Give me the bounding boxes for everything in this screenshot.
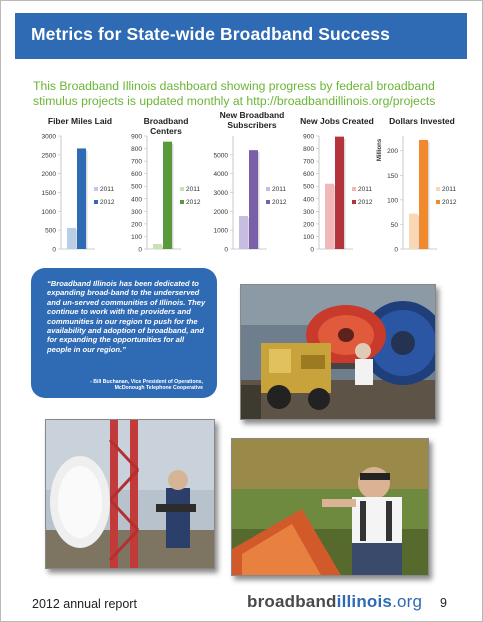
bar-2011 bbox=[409, 214, 418, 249]
brand-broadband: broadband bbox=[247, 592, 337, 611]
y-tick-label: 900 bbox=[131, 133, 142, 141]
y-tick-label: 100 bbox=[131, 233, 142, 241]
legend-label: 2011 bbox=[100, 186, 114, 193]
y-tick-label: 400 bbox=[131, 196, 142, 204]
legend-swatch bbox=[436, 187, 440, 191]
y-tick-label: 300 bbox=[303, 208, 314, 216]
y-tick-label: 4000 bbox=[213, 171, 228, 179]
y-tick-label: 1000 bbox=[41, 208, 56, 216]
y-tick-label: 1500 bbox=[41, 190, 56, 197]
chart-title: Dollars Invested bbox=[389, 116, 455, 126]
legend-label: 2011 bbox=[272, 186, 286, 193]
tower-climber-image bbox=[232, 439, 429, 576]
quote-box bbox=[31, 268, 217, 398]
chart-svg bbox=[31, 111, 117, 261]
tower-climber-photo bbox=[231, 438, 429, 576]
chart-dollars-invested bbox=[373, 111, 459, 261]
chart-svg bbox=[289, 111, 373, 261]
y-tick-label: 50 bbox=[390, 221, 398, 229]
y-tick-label: 900 bbox=[303, 133, 314, 141]
y-tick-label: 0 bbox=[310, 246, 314, 254]
y-tick-label: 2000 bbox=[41, 171, 56, 179]
page-title: Metrics for State-wide Broadband Success bbox=[31, 24, 390, 44]
legend-swatch bbox=[352, 187, 356, 191]
y-tick-label: 400 bbox=[303, 196, 314, 204]
bar-2012 bbox=[419, 140, 428, 249]
legend-swatch bbox=[94, 200, 98, 204]
quote-attribution bbox=[33, 379, 203, 392]
legend-swatch bbox=[436, 200, 440, 204]
chart-new-subscribers bbox=[203, 111, 289, 261]
chart-title: Broadband Centers bbox=[143, 116, 189, 136]
y-tick-label: 100 bbox=[303, 233, 314, 241]
legend-label: 2011 bbox=[186, 186, 200, 193]
bar-2012 bbox=[163, 142, 172, 249]
legend-label: 2011 bbox=[442, 186, 456, 193]
y-tick-label: 500 bbox=[131, 183, 142, 191]
y-tick-label: 200 bbox=[387, 148, 398, 156]
y-tick-label: 150 bbox=[387, 172, 398, 180]
legend-swatch bbox=[94, 187, 98, 191]
bar-2011 bbox=[153, 244, 162, 249]
legend-label: 2012 bbox=[358, 199, 373, 206]
y-tick-label: 200 bbox=[303, 221, 314, 229]
quote-text: “Broadband Illinois has been dedicated to expanding broad-band to the underserved and un-served communities of Illinois. They continue to work with the providers and communities in our region to push for the availability and adoption of broadband, and for expanding the opportunities for all people in our region.” bbox=[47, 279, 206, 354]
legend-label: 2012 bbox=[272, 199, 287, 206]
legend-label: 2012 bbox=[186, 199, 201, 206]
brand-illinois: illinois bbox=[336, 592, 393, 611]
chart-svg bbox=[203, 111, 289, 261]
bar-2011 bbox=[67, 228, 76, 249]
quote-attribution-line1: - Bill Buchanan, Vice President of Operations, bbox=[90, 379, 203, 385]
chart-title: New Jobs Created bbox=[300, 116, 374, 126]
y-tick-label: 500 bbox=[45, 227, 56, 235]
brand-org: .org bbox=[392, 592, 423, 611]
y-tick-label: 100 bbox=[387, 197, 398, 205]
bar-2012 bbox=[77, 148, 86, 249]
y-tick-label: 500 bbox=[303, 183, 314, 191]
chart-svg bbox=[117, 111, 203, 261]
fiber-reel-truck-photo bbox=[240, 284, 436, 420]
fiber-reel-truck-image bbox=[241, 285, 436, 420]
y-tick-label: 600 bbox=[303, 171, 314, 179]
legend-label: 2012 bbox=[442, 199, 457, 206]
legend-swatch bbox=[180, 200, 184, 204]
header-bar bbox=[15, 13, 467, 59]
legend-swatch bbox=[180, 187, 184, 191]
legend-swatch bbox=[352, 200, 356, 204]
legend-label: 2012 bbox=[100, 199, 115, 206]
y-tick-label: 0 bbox=[138, 246, 142, 254]
chart-svg bbox=[373, 111, 459, 261]
y-tick-label: 0 bbox=[52, 246, 56, 254]
dashboard-charts bbox=[31, 111, 461, 261]
bar-2011 bbox=[239, 216, 248, 249]
y-tick-label: 200 bbox=[131, 221, 142, 229]
bar-2012 bbox=[249, 150, 258, 249]
bar-shadow bbox=[258, 152, 260, 249]
bar-shadow bbox=[428, 142, 430, 249]
y-tick-label: 300 bbox=[131, 208, 142, 216]
bar-2011 bbox=[325, 184, 334, 249]
y-tick-label: 2500 bbox=[41, 152, 56, 160]
brand-logo bbox=[247, 592, 422, 612]
y-tick-label: 2000 bbox=[213, 208, 228, 216]
bar-shadow bbox=[172, 144, 174, 249]
chart-fiber-miles bbox=[31, 111, 117, 261]
chart-title: Fiber Miles Laid bbox=[47, 116, 113, 126]
y-tick-label: 5000 bbox=[213, 152, 228, 160]
y-tick-label: 600 bbox=[131, 171, 142, 179]
tower-antenna-worker-photo bbox=[45, 419, 215, 569]
tower-antenna-image bbox=[46, 420, 215, 569]
y-tick-label: 3000 bbox=[213, 190, 228, 197]
bar-2012 bbox=[335, 137, 344, 249]
bar-shadow bbox=[86, 150, 88, 249]
y-tick-label: 800 bbox=[303, 146, 314, 154]
report-label: 2012 annual report bbox=[32, 597, 137, 611]
legend-label: 2011 bbox=[358, 186, 372, 193]
chart-broadband-centers bbox=[117, 111, 203, 261]
y-tick-label: 700 bbox=[303, 158, 314, 166]
page-number: 9 bbox=[440, 596, 447, 610]
y-tick-label: 0 bbox=[224, 246, 228, 254]
chart-title: New Broadband Subscribers bbox=[219, 110, 285, 130]
y-axis-label: Millions bbox=[377, 138, 383, 162]
quote-attribution-line2: McDonough Telephone Cooperative bbox=[114, 385, 203, 392]
intro-text: This Broadband Illinois dashboard showing progress by federal broadband stimulus projects is updated monthly at http://broadbandillinois.org/projects bbox=[33, 79, 436, 108]
y-tick-label: 1000 bbox=[213, 227, 228, 235]
y-tick-label: 0 bbox=[394, 246, 398, 254]
legend-swatch bbox=[266, 200, 270, 204]
y-tick-label: 3000 bbox=[41, 133, 56, 141]
legend-swatch bbox=[266, 187, 270, 191]
bar-shadow bbox=[344, 139, 346, 249]
y-tick-label: 700 bbox=[131, 158, 142, 166]
y-tick-label: 800 bbox=[131, 146, 142, 154]
chart-new-jobs bbox=[289, 111, 373, 261]
